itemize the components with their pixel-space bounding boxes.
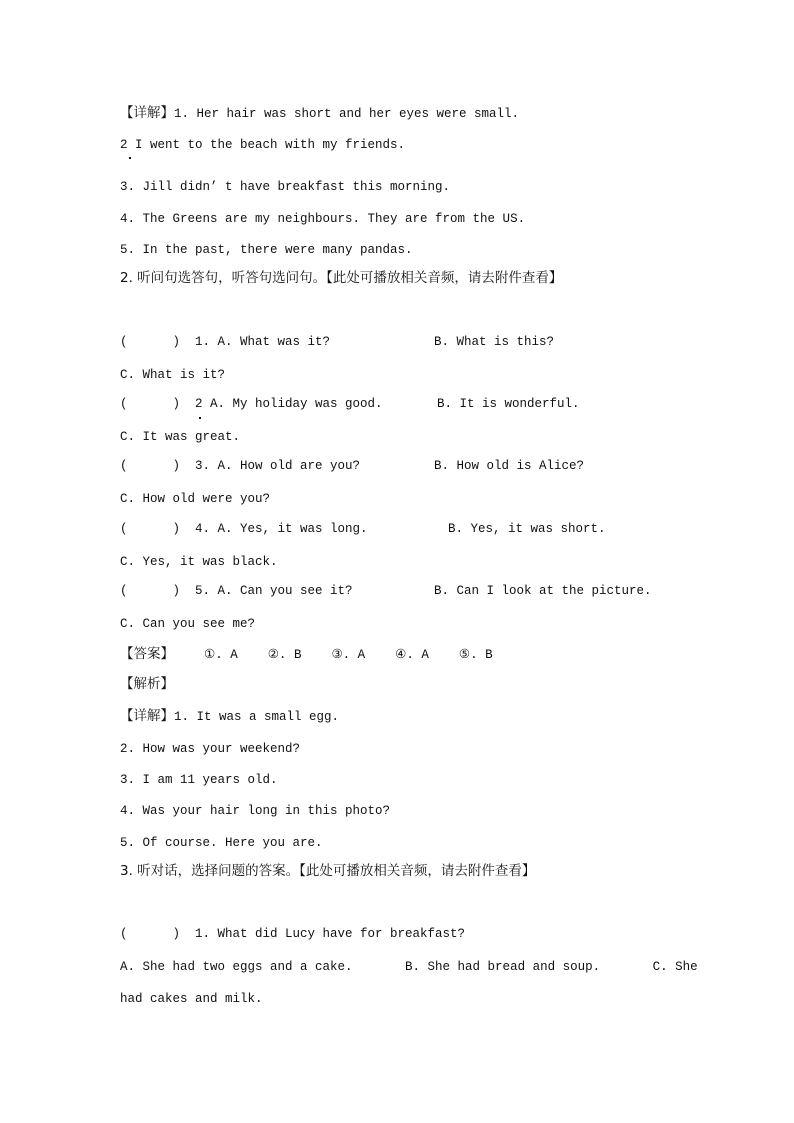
question-1-option-c: C. What is it? bbox=[120, 368, 226, 382]
section3-options-line-2: had cakes and milk. bbox=[120, 992, 263, 1006]
detail-item-1: 1. Her hair was short and her eyes were small. bbox=[174, 107, 520, 121]
question-5-line: ( ) 5. A. Can you see it? bbox=[120, 584, 353, 598]
answer-values: ①. A ②. B ③. A ④. A ⑤. B bbox=[204, 648, 493, 662]
question-3-option-b: B. How old is Alice? bbox=[434, 459, 585, 473]
question-1-option-b: B. What is this? bbox=[434, 335, 555, 349]
question-5-option-b: B. Can I look at the picture. bbox=[434, 584, 652, 598]
stray-dot bbox=[129, 157, 131, 159]
answer-line bbox=[120, 646, 493, 663]
question-3-option-c: C. How old were you? bbox=[120, 492, 271, 506]
analysis-detail-2: 2. How was your weekend? bbox=[120, 742, 301, 756]
analysis-detail-3: 3. I am 11 years old. bbox=[120, 773, 278, 787]
section2-heading: 2. 听问句选答句，听答句选问句。【此处可播放相关音频，请去附件查看】 bbox=[120, 270, 563, 286]
detail-line-5: 5. In the past, there were many pandas. bbox=[120, 243, 413, 257]
detail-label: 【详解】 bbox=[120, 708, 174, 724]
answer-label: 【答案】 bbox=[120, 646, 174, 662]
question-2-line: ( ) 2 A. My holiday was good. bbox=[120, 397, 383, 411]
question-4-line: ( ) 4. A. Yes, it was long. bbox=[120, 522, 368, 536]
question-1-line: ( ) 1. A. What was it? bbox=[120, 335, 331, 349]
section3-options-line-1: A. She had two eggs and a cake. B. She had bread and soup. C. She bbox=[120, 960, 698, 974]
analysis-detail-1 bbox=[120, 708, 339, 725]
analysis-label: 【解析】 bbox=[120, 676, 174, 692]
question-5-option-c: C. Can you see me? bbox=[120, 617, 256, 631]
detail-label: 【详解】 bbox=[120, 105, 174, 121]
detail-line-3: 3. Jill didn’ t have breakfast this morning. bbox=[120, 180, 451, 194]
analysis-detail-4: 4. Was your hair long in this photo? bbox=[120, 804, 391, 818]
question-4-option-c: C. Yes, it was black. bbox=[120, 555, 278, 569]
detail-line-4: 4. The Greens are my neighbours. They are from the US. bbox=[120, 212, 526, 226]
question-2-option-b: B. It is wonderful. bbox=[437, 397, 580, 411]
stray-dot bbox=[199, 417, 201, 419]
detail-line-2: 2 I went to the beach with my friends. bbox=[120, 138, 406, 152]
section3-heading: 3. 听对话，选择问题的答案。【此处可播放相关音频，请去附件查看】 bbox=[120, 863, 536, 879]
question-2-option-c: C. It was great. bbox=[120, 430, 241, 444]
detail-line-1 bbox=[120, 105, 519, 122]
question-4-option-b: B. Yes, it was short. bbox=[448, 522, 606, 536]
analysis-detail-5: 5. Of course. Here you are. bbox=[120, 836, 323, 850]
analysis-detail-item: 1. It was a small egg. bbox=[174, 710, 340, 724]
section3-question-1: ( ) 1. What did Lucy have for breakfast? bbox=[120, 927, 466, 941]
question-3-line: ( ) 3. A. How old are you? bbox=[120, 459, 361, 473]
